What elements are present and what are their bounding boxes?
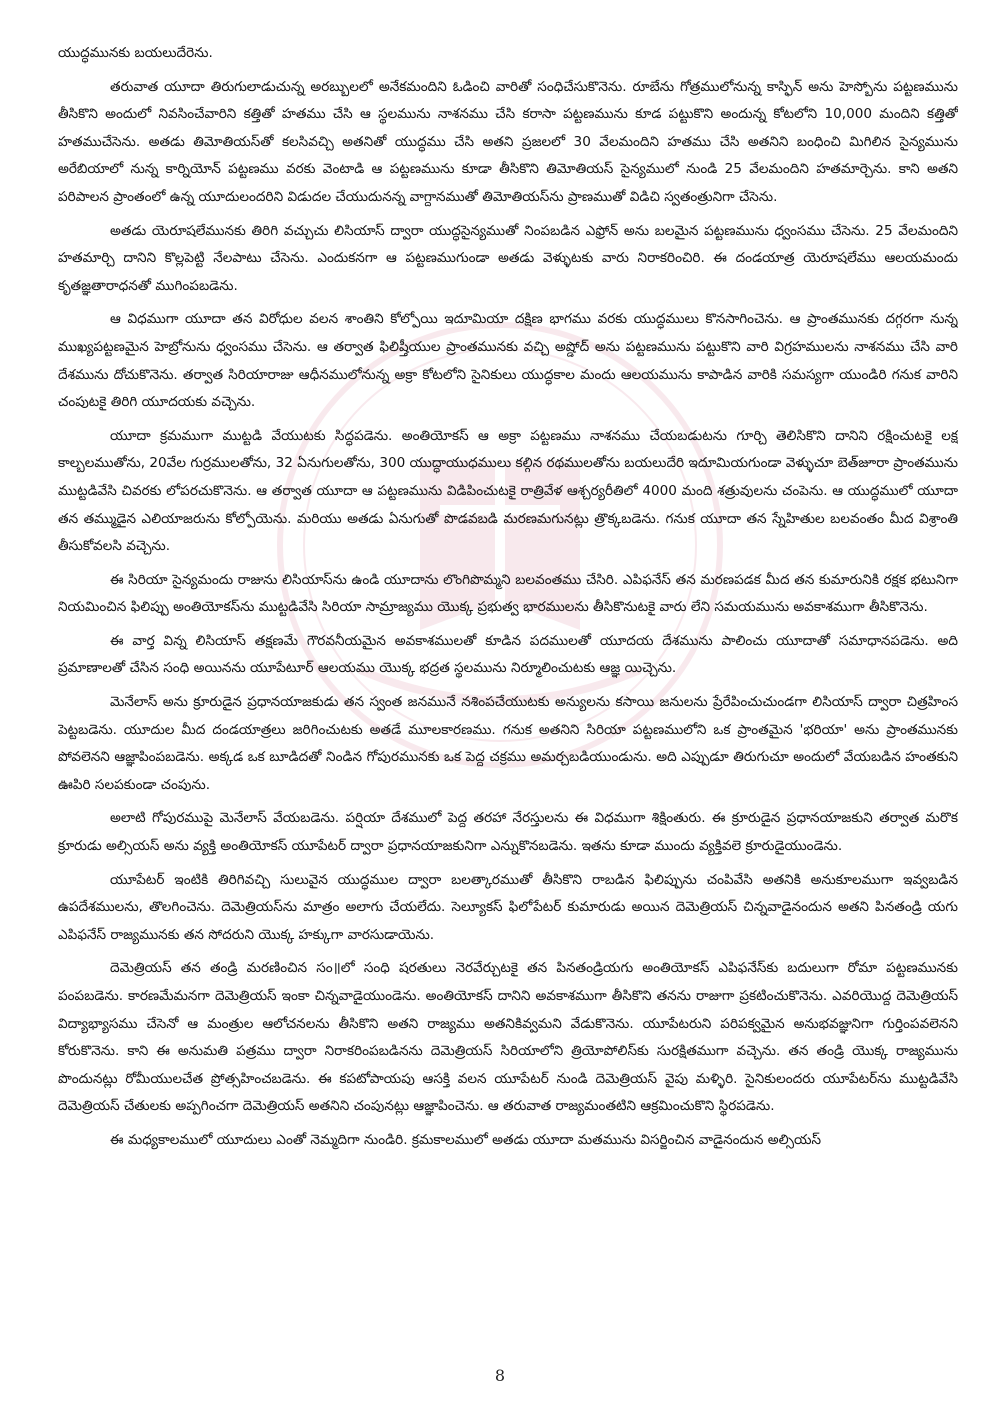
paragraph: అలాటి గోపురముపై మెనేలాస్ వేయబడెను. పర్షియా దేశములో పెద్ద తరహా నేరస్తులను ఈ విధముగా శిక్షింతురు. ఈ క్రూరుడైన ప్రధానయాజకుని తర్వాత మరొక క్రూరుడు అల్సియస్ అను వ్యక్తి అంతియోకస్ యూపేటర్ ద్వారా ప్రధానయాజకునిగా ఎన్నుకొనబడెను. ఇతను కూడా ముందు వ్యక్తివలె క్రూరుడైయుండెను.: [58, 810, 958, 855]
paragraph: దెమెత్రియస్ తన తండ్రి మరణించిన సం॥లో సంధి షరతులు నెరవేర్చుటకై తన పినతండ్రియగు అంతియోకస్ ఎపిఫనేస్‌కు బదులుగా రోమా పట్టణమునకు పంపబడెను. కారణమేమనగా దెమెత్రియస్ ఇంకా చిన్నవాడైయుండెను. అంతియోకస్ దానిని అవకాశముగా తీసికొని తనను రాజుగా ప్రకటించుకొనెను. ఎవరియొద్ద దెమెత్రియస్ విద్యాభ్యాసము చేసెనో ఆ మంత్రుల ఆలోచనలను తీసికొని అతని రాజ్యము అతనికివ్వమని వేడుకొనెను. యూపేటరుని పరిపక్వమైన అనుభవజ్ఞునిగా గుర్తింపవలెనని కోరుకొనెను. కాని ఈ అనుమతి పత్రము ద్వారా నిరాకరింపబడినను దెమెత్రియస్ సిరియాలోని త్రియోపోలిస్‌కు సురక్షితముగా వచ్చెను. తన తండ్రి యొక్క రాజ్యమును పొందునట్లు రోమీయులచేత ప్రోత్సహించబడెను. ఈ కపటోపాయపు ఆసక్తి వలన యూపేటర్ నుండి దెమెత్రియస్ వైపు మళ్ళిరి. సైనికులందరు యూపేటర్‌ను ముట్టడివేసి దెమెత్రియస్ చేతులకు అప్పగించగా దెమెత్రియస్ అతనిని చంపునట్లు ఆజ్ఞాపించెను. ఆ తరువాత రాజ్యమంతటిని ఆక్రమించుకొని స్థిరపడెను.: [58, 960, 958, 1115]
page-number: 8: [494, 1366, 506, 1385]
paragraph: ఈ మధ్యకాలములో యూదులు ఎంతో నెమ్మదిగా నుండిరి. క్రమకాలములో అతడు యూదా మతమును విసర్జించిన వాడైనందున అల్సియస్: [110, 1131, 822, 1148]
paragraph: తరువాత యూదా తిరుగులాడుచున్న అరబ్బులలో అనేకమందిని ఓడించి వారితో సంధిచేసుకొనెను. రూబేను గోత్రములోనున్న కాస్ఫిన్ అను హెస్బోను పట్టణమును తీసికొని అందులో నివసించేవారిని కత్తితో హతము చేసి ఆ స్థలమును నాశనము చేసి కరాసా పట్టణమును కూడ పట్టుకొని అందున్న కోటలోని 10,000 మందిని కత్తితో హతముచేసెను. అతడు తిమోతియస్‌తో కలసివచ్చి అతనితో యుద్ధము చేసి అతని ప్రజలలో 30 వేలమందిని హతము చేసి అతనిని బంధించి మిగిలిన సైన్యమును అరేబియాలో నున్న కార్నియోన్ పట్టణము వరకు వెంటాడి ఆ పట్టణమును కూడా తీసికొని తిమోతియస్ సైన్యములో నుండి 25 వేలమందిని హతమార్చెను. కాని అతని పరిపాలన ప్రాంతంలో ఉన్న యూదులందరిని విడుదల చేయుదునన్న వాగ్దానముతో తిమోతియస్‌ను ప్రాణముతో విడిచి స్వతంత్రునిగా చేసెను.: [58, 78, 958, 205]
paragraph: అతడు యెరూషలేమునకు తిరిగి వచ్చుచు లిసియాస్ ద్వారా యుద్ధసైన్యముతో నింపబడిన ఎఫ్రోన్ అను బలమైన పట్టణమును ధ్వంసము చేసెను. 25 వేలమందిని హతమార్చి దానిని కొల్లపెట్టి నేలపాటు చేసెను. ఎందుకనగా ఆ పట్టణముగుండా అతడు వెళ్ళుటకు వారు నిరాకరించిరి. ఈ దండయాత్ర యెరూషలేము ఆలయమందు కృతజ్ఞతారాధనతో ముగింపబడెను.: [58, 222, 958, 294]
paragraph: ఈ వార్త విన్న లిసియాస్ తక్షణమే గౌరవనీయమైన అవకాశములతో కూడిన పదములతో యూదయ దేశమును పాలించు యూదాతో సమాధానపడెను. అది ప్రమాణాలతో చేసిన సంధి అయినను యూపేటూర్ ఆలయము యొక్క భద్రత స్థలమును నిర్మూలించుటకు ఆజ్ఞ యిచ్చెను.: [58, 632, 958, 677]
paragraph: యుద్ధమునకు బయలుదేరెను.: [58, 45, 213, 61]
document-body: [58, 40, 958, 1300]
paragraph: యూదా క్రమముగా ముట్టడి వేయుటకు సిద్ధపడెను. అంతియోకస్ ఆ అక్రా పట్టణము నాశనము చేయబడుటను గూర్చి తెలిసికొని దానిని రక్షించుటకై లక్ష కాల్బలముతోను, 20వేల గుర్రములతోను, 32 ఏనుగులతోను, 300 యుద్ధాయుధములు కల్గిన రథములతోను బయలుదేరి ఇదూమియగుండా వెళ్ళుచూ బెత్‌జూరా ప్రాంతమును ముట్టడివేసి చివరకు లోపరచుకొనెను. ఆ తర్వాత యూదా ఆ పట్టణమును విడిపించుటకై రాత్రివేళ ఆశ్చర్యరీతిలో 4000 మంది శత్రువులను చంపెను. ఆ యుద్ధములో యూదా తన తమ్ముడైన ఎలియాజరును కోల్పోయెను. మరియు అతడు ఏనుగుతో పొడవబడి మరణమగునట్లు త్రొక్కబడెను. గనుక యూదా తన స్నేహితుల బలవంతం మీద విశ్రాంతి తీసుకోవలసి వచ్చెను.: [58, 427, 958, 555]
paragraph: మెనేలాస్ అను క్రూరుడైన ప్రధానయాజకుడు తన స్వంత జనమునే నశింపచేయుటకు అన్యులను కసాయి జనులను ప్రేరేపించుచుండగా లిసియాస్ ద్వారా చిత్రహింస పెట్టబడెను. యూదుల మీద దండయాత్రలు జరిగించుటకు అతడే మూలకారణము. గనుక అతనిని సిరియా పట్టణములోని ఒక ప్రాంతమైన 'భరియా' అను ప్రాంతమునకు పోవలెనని ఆజ్ఞాపింపబడెను. అక్కడ ఒక బూడిదతో నిండిన గోపురమునకు ఒక పెద్ద చక్రము అమర్చబడియుండును. అది ఎప్పుడూ తిరుగుచూ అందులో వేయబడిన హంతకుని ఊపిరి సలపకుండా చంపును.: [58, 694, 958, 793]
paragraph: ఆ విధముగా యూదా తన విరోధుల వలన శాంతిని కోల్పోయి ఇదూమియా దక్షిణ భాగము వరకు యుద్ధములు కొనసాగించెను. ఆ ప్రాంతమునకు దగ్గరగా నున్న ముఖ్యపట్టణమైన హెబ్రోనును ధ్వంసము చేసెను. ఆ తర్వాత ఫిలిష్తీయుల ప్రాంతమునకు వచ్చి అష్డోద్ అను పట్టణమును పట్టుకొని వారి విగ్రహములను నాశనము చేసి వారి దేశమును దోచుకొనెను. తర్వాత సిరియారాజు ఆధీనములోనున్న అక్రా కోటలోని సైనికులు యుద్ధకాల మందు ఆలయమును కాపాడిన వారికి సమస్యగా యుండిరి గనుక వారిని చంపుటకై తిరిగి యూదయకు వచ్చెను.: [58, 311, 958, 411]
paragraph: ఈ సిరియా సైన్యమందు రాజును లిసియాస్‌ను ఉండి యూదాను లొంగిపొమ్మని బలవంతము చేసిరి. ఎపిఫనేస్ తన మరణపడక మీద తన కుమారునికి రక్షక భటునిగా నియమించిన ఫిలిప్పు అంతియోకస్‌ను ముట్టడివేసి సిరియా సామ్రాజ్యము యొక్క ప్రభుత్వ భారములను తీసికొనుటకై వారు లేని సమయమును అవకాశముగా తీసికొనెను.: [58, 571, 958, 616]
paragraph: యూపేటర్ ఇంటికి తిరిగివచ్చి సులువైన యుద్ధముల ద్వారా బలత్కారముతో తీసికొని రాబడిన ఫిలిప్పును చంపివేసి అతనికి అనుకూలముగా ఇవ్వబడిన ఉపదేశములను, తొలగించెను. దెమెత్రియస్‌ను మాత్రం అలాగు చేయలేదు. సెల్యూకస్ ఫిలోపేటర్ కుమారుడు అయిన దెమెత్రియస్ చిన్నవాడైనందున అతని పినతండ్రి యగు ఎపిఫనేస్ రాజ్యమునకు తన సోదరుని యొక్క హక్కుగా వారసుడాయెను.: [58, 871, 958, 943]
